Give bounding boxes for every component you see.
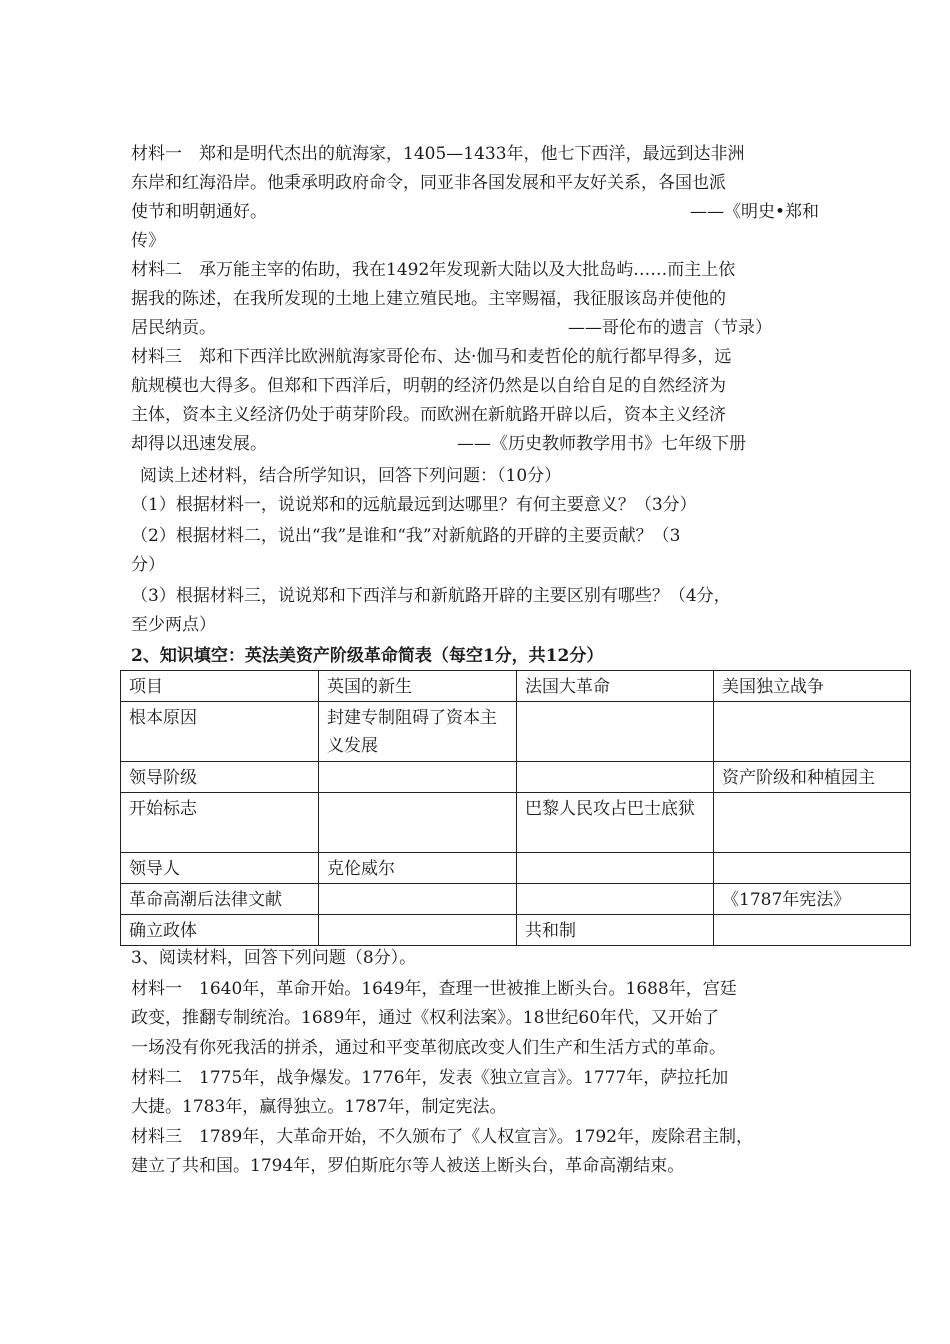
table-cell: 领导人 [121, 853, 319, 884]
material-1-line-3 [131, 198, 831, 226]
table-row [121, 702, 911, 762]
table-cell: 根本原因 [121, 702, 319, 762]
question-prompt: 阅读上述材料，结合所学知识，回答下列问题：（10分） [140, 466, 562, 486]
section-3-line: 建立了共和国。1794年，罗伯斯庇尔等人被送上断头台，革命高潮结束。 [131, 1156, 685, 1176]
table-cell: 领导阶级 [121, 762, 319, 793]
table-cell [517, 853, 714, 884]
section-2-title: 2、知识填空：英法美资产阶级革命简表（每空1分，共12分） [131, 646, 604, 666]
table-header-cell: 项目 [121, 671, 319, 702]
table-cell: 封建专制阻碍了资本主义发展 [319, 702, 517, 762]
material-2-line-3 [131, 314, 831, 342]
question-2-line-2: 分） [131, 555, 165, 575]
material-2-source: ——哥伦布的遗言（节录） [568, 318, 772, 338]
material-1-source-end: 传》 [131, 231, 165, 251]
section-3-line: 政变，推翻专制统治。1689年，通过《权利法案》。18世纪60年代，又开始了 [131, 1008, 720, 1028]
table-row [121, 762, 911, 793]
question-1: （1）根据材料一，说说郑和的远航最远到达哪里？有何主要意义？（3分） [131, 495, 697, 515]
section-3-title: 3、阅读材料，回答下列问题（8分）。 [131, 948, 417, 968]
material-3-line-1: 材料三 郑和下西洋比欧洲航海家哥伦布、达·伽马和麦哲伦的航行都早得多，远 [131, 347, 732, 367]
table-cell [319, 762, 517, 793]
table-cell: 《1787年宪法》 [714, 884, 911, 915]
question-3-line-1: （3）根据材料三，说说郑和下西洋与和新航路开辟的主要区别有哪些？（4分， [131, 586, 731, 606]
question-2-line-1: （2）根据材料二，说出“我”是谁和“我”对新航路的开辟的主要贡献？（3 [131, 526, 681, 546]
table-cell: 开始标志 [121, 793, 319, 853]
material-3-line-4 [131, 430, 831, 458]
table-cell [517, 884, 714, 915]
material-3-source: ——《历史教师教学用书》七年级下册 [457, 434, 746, 454]
section-3-line: 一场没有你死我活的拼杀，通过和平变革彻底改变人们生产和生活方式的革命。 [131, 1038, 726, 1058]
table-cell [517, 702, 714, 762]
material-2-text-end: 居民纳贡。 [131, 318, 216, 338]
material-1-text-end: 使节和明朝通好。 [131, 202, 267, 222]
table-cell [714, 793, 911, 853]
table-row [121, 884, 911, 915]
table-cell: 共和制 [517, 915, 714, 946]
table-cell: 确立政体 [121, 915, 319, 946]
material-1-line-2: 东岸和红海沿岸。他秉承明政府命令，同亚非各国发展和平友好关系，各国也派 [131, 173, 726, 193]
table-header-cell: 美国独立战争 [714, 671, 911, 702]
table-cell [517, 762, 714, 793]
table-cell: 革命高潮后法律文献 [121, 884, 319, 915]
material-3-text-end: 却得以迅速发展。 [131, 434, 267, 454]
table-header-cell: 法国大革命 [517, 671, 714, 702]
section-3-line: 材料一 1640年，革命开始。1649年，查理一世被推上断头台。1688年，宫廷 [131, 979, 737, 999]
table-cell: 克伦威尔 [319, 853, 517, 884]
table-row [121, 915, 911, 946]
question-3-line-2: 至少两点） [131, 615, 216, 635]
table-cell [714, 702, 911, 762]
table-cell [714, 853, 911, 884]
section-3-line: 大捷。1783年，赢得独立。1787年，制定宪法。 [131, 1097, 507, 1117]
material-3-line-3: 主体，资本主义经济仍处于萌芽阶段。而欧洲在新航路开辟以后，资本主义经济 [131, 405, 726, 425]
table-cell: 巴黎人民攻占巴士底狱 [517, 793, 714, 853]
table-cell: 资产阶级和种植园主 [714, 762, 911, 793]
revolution-table [120, 670, 911, 946]
section-3-line: 材料二 1775年，战争爆发。1776年，发表《独立宣言》。1777年，萨拉托加 [131, 1068, 729, 1088]
table-row [121, 853, 911, 884]
table-row [121, 793, 911, 853]
table-header-row [121, 671, 911, 702]
table-cell [319, 884, 517, 915]
section-3-line: 材料三 1789年，大革命开始，不久颁布了《人权宣言》。1792年，废除君主制， [131, 1127, 754, 1147]
table-cell [319, 915, 517, 946]
material-1-line-1: 材料一 郑和是明代杰出的航海家，1405—1433年，他七下西洋，最远到达非洲 [131, 144, 745, 164]
material-1-source: ——《明史•郑和 [689, 202, 819, 222]
material-2-line-2: 据我的陈述，在我所发现的土地上建立殖民地。主宰赐福，我征服该岛并使他的 [131, 289, 726, 309]
table-cell [714, 915, 911, 946]
material-3-line-2: 航规模也大得多。但郑和下西洋后，明朝的经济仍然是以自给自足的自然经济为 [131, 376, 726, 396]
material-2-line-1: 材料二 承万能主宰的佑助，我在1492年发现新大陆以及大批岛屿……而主上依 [131, 260, 736, 280]
table-header-cell: 英国的新生 [319, 671, 517, 702]
table-cell [319, 793, 517, 853]
